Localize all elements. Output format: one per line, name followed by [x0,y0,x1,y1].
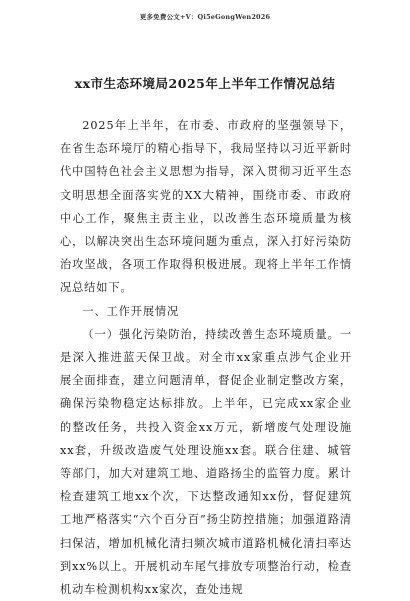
intro-paragraph: 2025年上半年，在市委、市政府的坚强领导下，在省生态环境厅的精心指导下，我局坚持以习近平新时代中国特色社会主义思想为指导，深入贯彻习近平生态文明思想全面落实党的XX大精神，围绕市委、市政府中心工作，聚焦主责主业，以改善生态环境质量为核心，以解决突出生态环境问题为重点，深入打好污染防治攻坚战，各项工作取得积极进展。现将上半年工作情况总结如下。 [60,119,352,295]
subsection-paragraph: （一）强化污染防治，持续改善生态环境质量。一是深入推进蓝天保卫战。对全市xx家重点涉气企业开展全面排查，建立问题清单，督促企业制定整改方案，确保污染物稳定达标排放。上半年，已完成xx家企业的整改任务，共投入资金xx万元，新增废气处理设施xx套，升级改造废气处理设施xx套。联合住建、城管等部门，加大对建筑工地、道路扬尘的监管力度。累计检查建筑工地xx个次，下达整改通知xx份，督促建筑工地严格落实“六个百分百”扬尘防控措施；加强道路清扫保洁，增加机械化清扫频次城市道路机械化清扫率达到xx%以上。开展机动车尾气排放专项整治行动，检查机动车检测机构xx家次，查处违规 [60,327,352,597]
section-heading: 一、工作开展情况 [82,304,180,318]
document-title: xx市生态环境局2025年上半年工作情况总结 [74,76,336,91]
document-body [60,114,352,601]
header-watermark: 更多免费公文+V：Qi5eGongWen2026 [139,13,271,21]
